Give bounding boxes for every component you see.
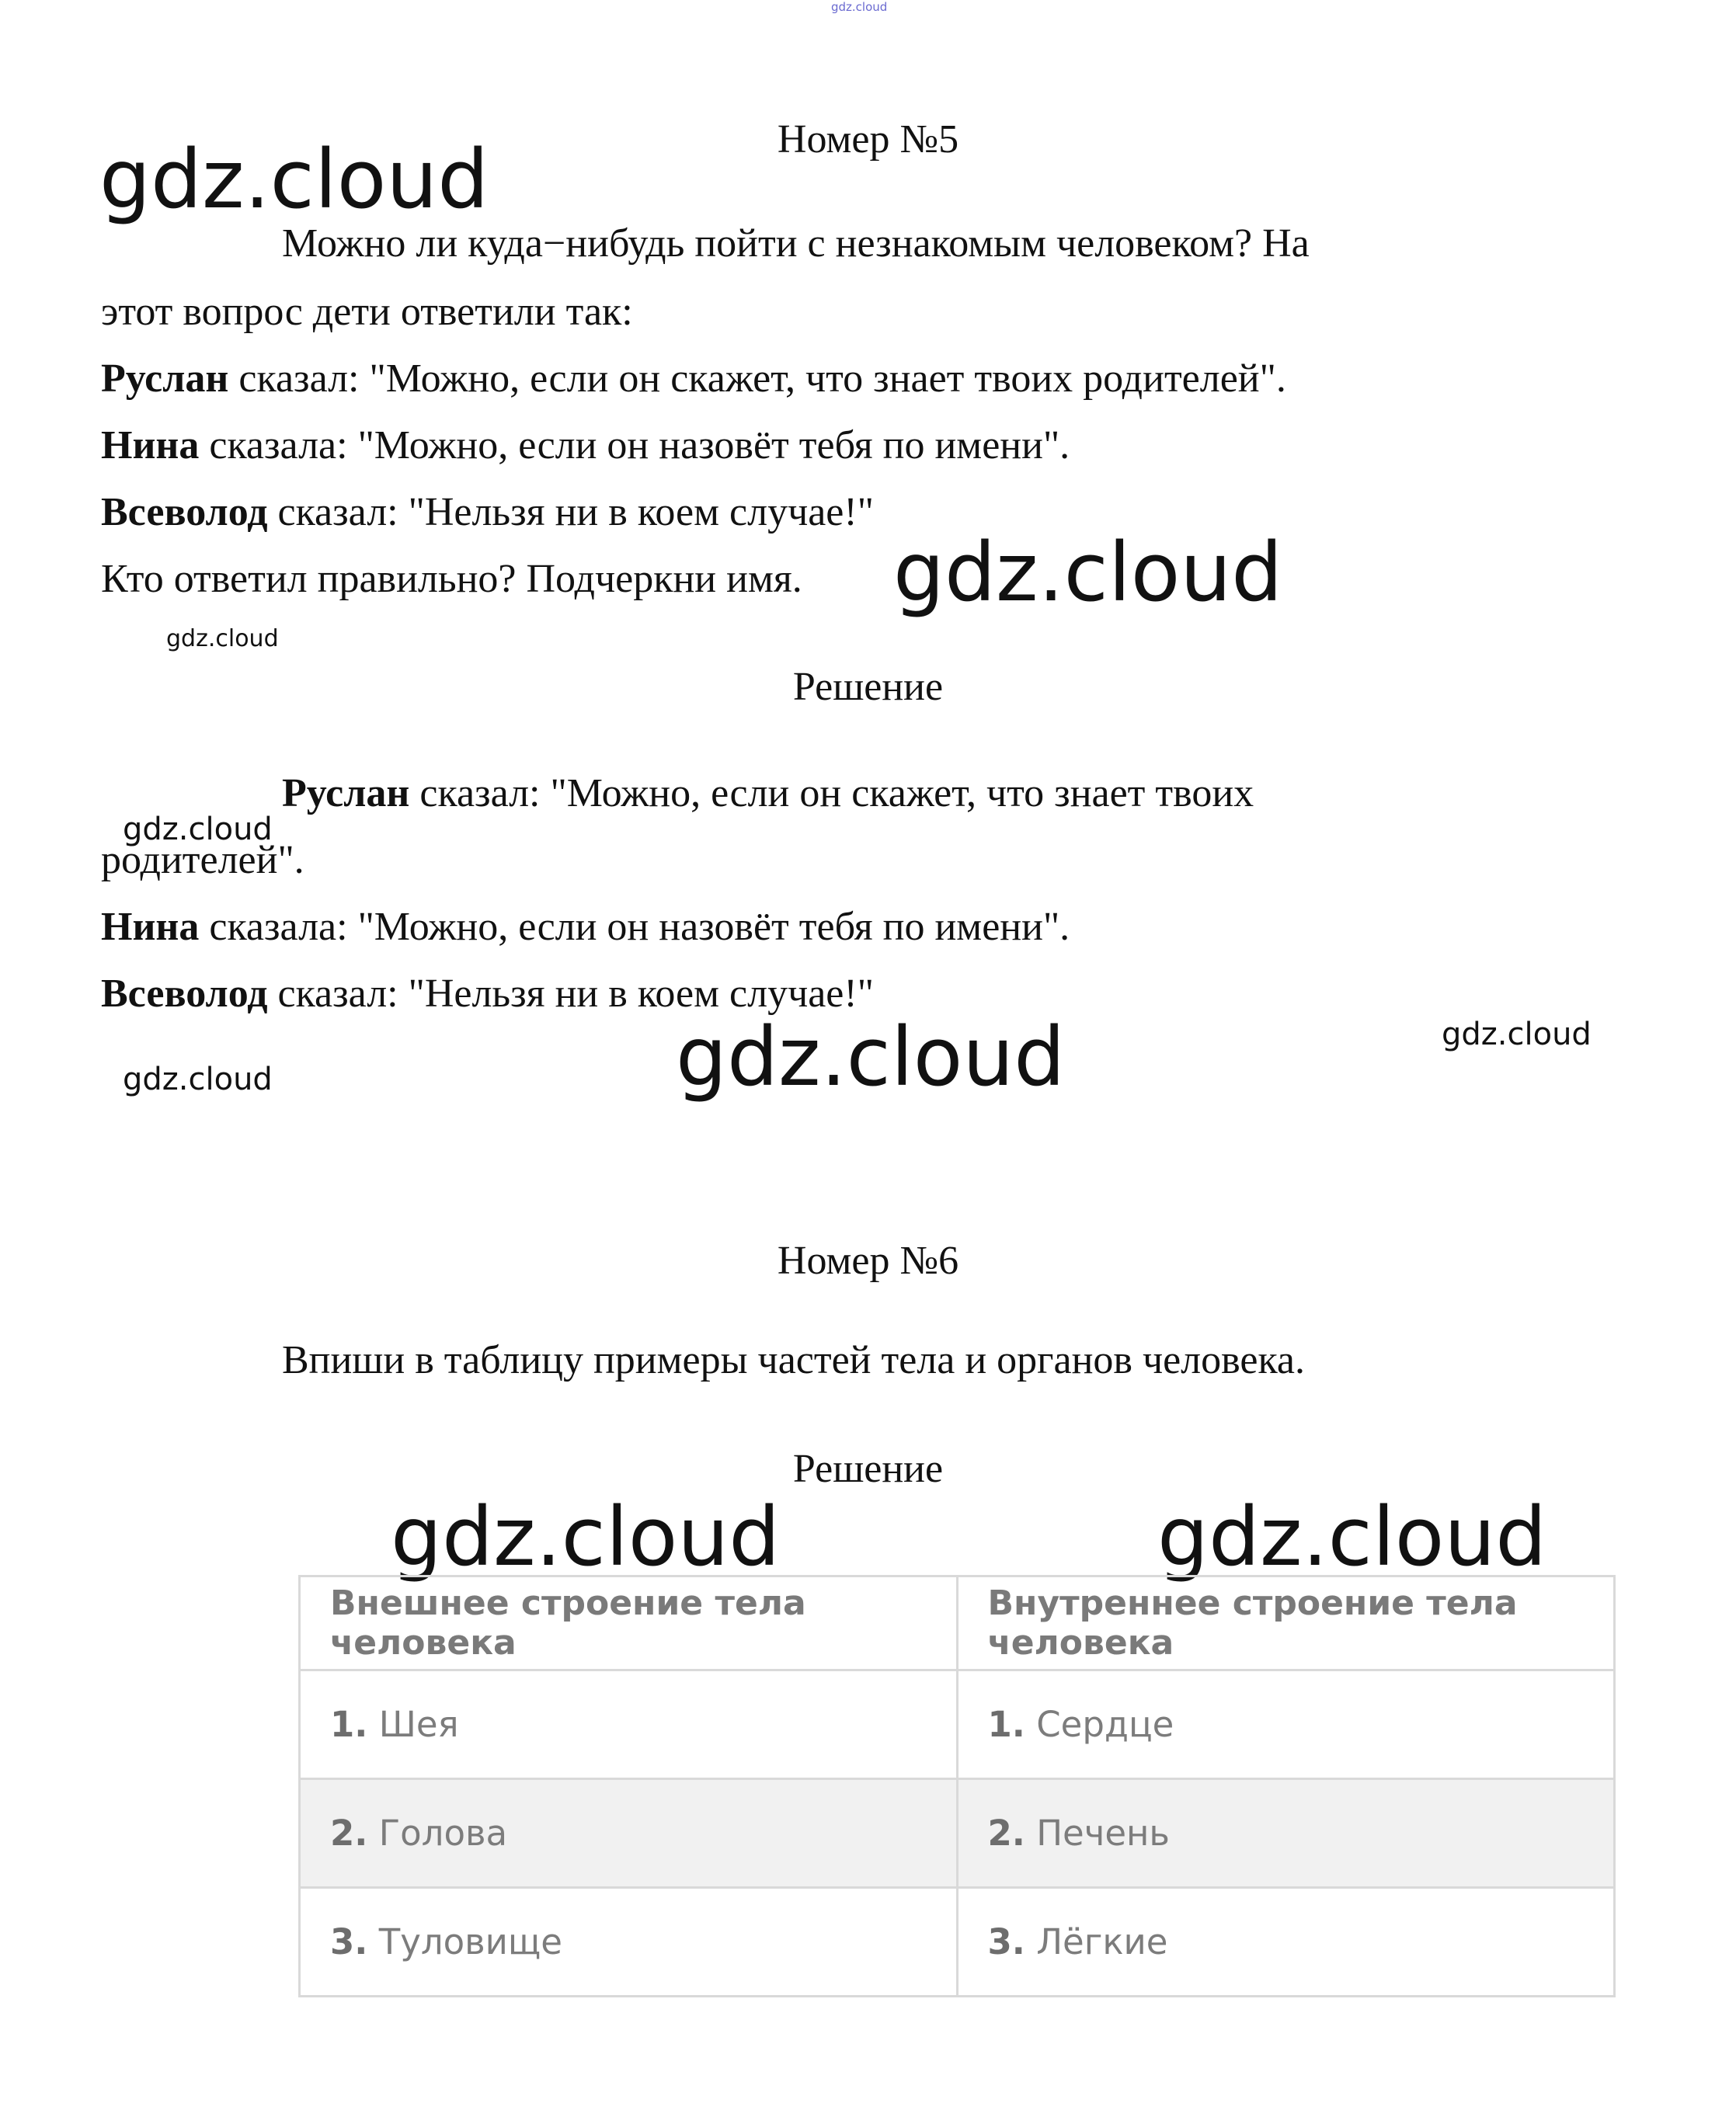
watermark: gdz.cloud [1157,1490,1547,1584]
answer-name: Руслан [282,771,410,815]
table-cell-internal [957,1888,1615,1997]
answer-ruslan [101,356,1286,402]
answer-name: Всеволод [101,972,268,1016]
watermark: gdz.cloud [893,525,1283,620]
table-header-internal: Внутреннее строение тела человека [957,1576,1615,1670]
cell-text: Туловище [367,1921,562,1962]
table-cell-external [300,1888,958,1997]
watermark: gdz.cloud [123,1062,273,1097]
row-number: 3. [987,1921,1025,1962]
answer-text: сказал: "Можно, если он скажет, что знает твоих [409,771,1254,815]
cell-text: Шея [367,1704,459,1745]
answer-name: Всеволод [101,490,268,534]
solution-ruslan-line2: родителей". [101,838,304,882]
cell-text: Печень [1025,1813,1170,1854]
row-number: 1. [987,1704,1025,1745]
watermark: gdz.cloud [99,132,489,227]
cell-text: Голова [367,1813,508,1854]
solution-nina [101,904,1070,951]
row-number: 3. [330,1921,368,1962]
task5-prompt: Кто ответил правильно? Подчеркни имя. [101,557,802,601]
table-cell-external [300,1670,958,1779]
body-structure-table [298,1575,1616,1997]
table-cell-internal [957,1670,1615,1779]
answer-text: сказала: "Можно, если он назовёт тебя по имени". [199,905,1070,949]
watermark: gdz.cloud [391,1490,781,1584]
solution-ruslan-line1 [282,770,1254,817]
answer-name: Нина [101,423,200,468]
cell-text: Сердце [1025,1704,1174,1745]
answer-text: сказал: "Можно, если он скажет, что знает твоих родителей". [228,356,1286,401]
task6-solution-heading: Решение [792,1447,944,1491]
task5-question-line2: этот вопрос дети ответили так: [101,290,633,334]
row-number: 2. [987,1813,1025,1854]
table-row [300,1670,1615,1779]
answer-name: Руслан [101,356,229,401]
row-number: 1. [330,1704,368,1745]
row-number: 2. [330,1813,368,1854]
watermark: gdz.cloud [676,1010,1066,1104]
cell-text: Лёгкие [1025,1921,1168,1962]
table-header-row [300,1576,1615,1670]
answer-text: сказала: "Можно, если он назовёт тебя по имени". [199,423,1070,468]
table-cell-internal [957,1779,1615,1888]
table-row [300,1779,1615,1888]
answer-text: сказал: "Нельзя ни в коем случае!" [267,490,874,534]
task6-question: Впиши в таблицу примеры частей тела и органов человека. [282,1338,1306,1382]
answer-nina [101,422,1070,469]
watermark: gdz.cloud [1442,1017,1592,1052]
answer-name: Нина [101,905,200,949]
table-cell-external [300,1779,958,1888]
task5-question-line1: Можно ли куда−нибудь пойти с незнакомым человеком? На [282,221,1310,266]
watermark-top: gdz.cloud [831,0,888,14]
answer-vsevolod [101,489,874,536]
watermark: gdz.cloud [123,812,273,847]
table-header-external: Внешнее строение тела человека [300,1576,958,1670]
task5-solution-heading: Решение [792,665,944,709]
table-row [300,1888,1615,1997]
task6-heading: Номер №6 [777,1239,959,1283]
answer-text: сказал: "Нельзя ни в коем случае!" [267,972,874,1016]
watermark: gdz.cloud [166,625,279,652]
task5-heading: Номер №5 [777,117,959,162]
